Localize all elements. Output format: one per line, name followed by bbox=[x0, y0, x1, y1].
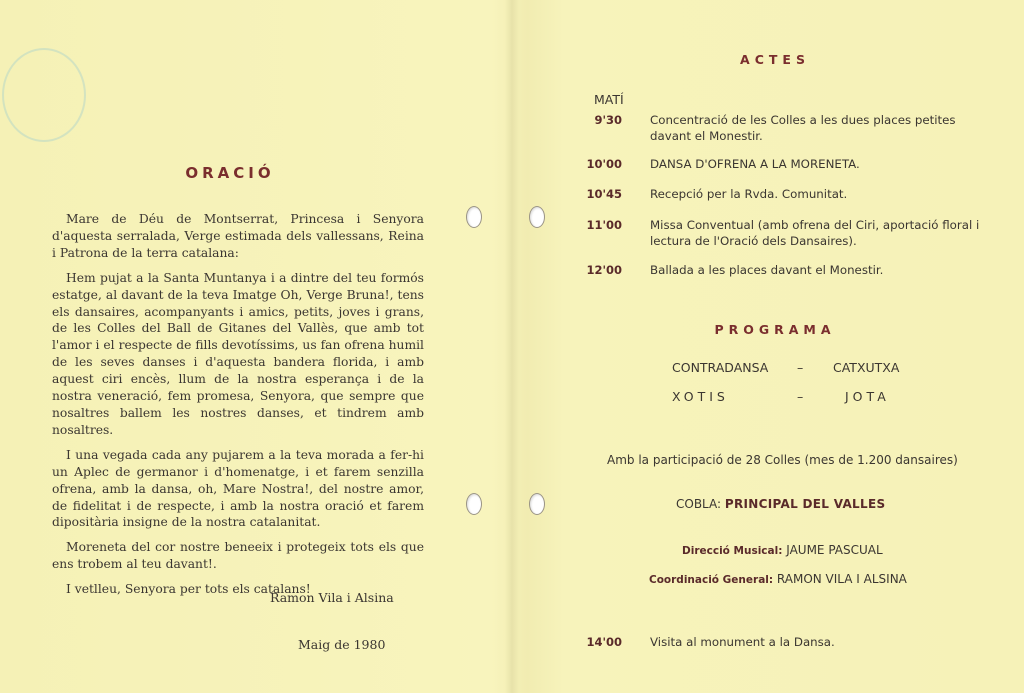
cobla-label: COBLA: bbox=[676, 497, 722, 511]
act-row bbox=[560, 113, 980, 147]
act-time: 12'00 bbox=[586, 263, 622, 277]
coordinacio-line bbox=[649, 572, 907, 586]
signature: Ramon Vila i Alsina bbox=[270, 590, 394, 605]
act-row bbox=[560, 263, 980, 281]
act-time: 10'00 bbox=[586, 157, 622, 171]
direccio-line bbox=[682, 543, 883, 557]
cobla-line bbox=[676, 497, 885, 511]
programa-separator: – bbox=[797, 360, 804, 375]
coordinacio-name: RAMON VILA I ALSINA bbox=[776, 572, 907, 586]
punch-hole-left-top bbox=[466, 206, 482, 228]
participacio-line: Amb la participació de 28 Colles (mes de 1.200 dansaires) bbox=[607, 453, 958, 467]
programa-dance-right: CATXUTXA bbox=[833, 360, 900, 375]
act-description: Ballada a les places davant el Monestir. bbox=[650, 263, 884, 277]
programa-title: PROGRAMA bbox=[714, 322, 836, 337]
actes-title: ACTES bbox=[740, 52, 810, 67]
center-fold bbox=[505, 0, 519, 693]
programa-dance-left: XOTIS bbox=[672, 389, 729, 404]
programa-separator: – bbox=[797, 389, 804, 404]
act-time: 9'30 bbox=[594, 113, 622, 127]
prayer-text bbox=[52, 211, 424, 606]
act-description: DANSA D'OFRENA A LA MORENETA. bbox=[650, 157, 860, 171]
act-description: Visita al monument a la Dansa. bbox=[650, 635, 835, 649]
act-time: 10'45 bbox=[586, 187, 622, 201]
act-row bbox=[560, 218, 980, 252]
direccio-name: JAUME PASCUAL bbox=[786, 543, 883, 557]
prayer-paragraph: I vetlleu, Senyora per tots els catalans! bbox=[66, 582, 311, 597]
direccio-label: Direcció Musical: bbox=[682, 545, 783, 557]
act-description: Concentració de les Colles a les dues places petites davant el Monestir. bbox=[650, 113, 956, 143]
prayer-paragraph: Moreneta del cor nostre beneeix i protegeix tots els que ens trobem al teu davant!. bbox=[52, 540, 424, 572]
prayer-paragraph: Hem pujat a la Santa Muntanya i a dintre del teu formós estatge, al davant de la teva Imatge Oh, Verge Bruna!, tens els dansaires, acompanyants i amics, petits, joves i grans, de les Colles del Ball de Gitanes del Vallès, que amb tot l'amor i el respecte de fills devotíssims, us fan ofrena humil de les seves danses i d'aquesta bandera florida, i amb aquest ciri encès, llum de la nostra esperança i de la nostra veneració, fem promesa, Senyora, que sempre que nosaltres ballem les nostres danses, et tindrem amb nosaltres. bbox=[52, 270, 424, 437]
prayer-paragraph: Mare de Déu de Montserrat, Princesa i Senyora d'aquesta serralada, Verge estimada dels vallessans, Reina i Patrona de la terra catalana: bbox=[52, 212, 424, 260]
oracio-title: ORACIÓ bbox=[185, 164, 275, 182]
date-line: Maig de 1980 bbox=[298, 637, 386, 652]
punch-hole-right-bottom bbox=[529, 493, 545, 515]
punch-hole-right-top bbox=[529, 206, 545, 228]
act-row bbox=[560, 187, 980, 205]
punch-hole-left-bottom bbox=[466, 493, 482, 515]
coordinacio-label: Coordinació General: bbox=[649, 574, 774, 586]
programa-dance-right: JOTA bbox=[845, 389, 890, 404]
faint-stamp-mark bbox=[2, 48, 86, 142]
act-description: Recepció per la Rvda. Comunitat. bbox=[650, 187, 848, 201]
act-row-final bbox=[560, 635, 980, 653]
programa-dance-left: CONTRADANSA bbox=[672, 360, 769, 375]
mati-label: MATÍ bbox=[594, 92, 624, 107]
act-description: Missa Conventual (amb ofrena del Ciri, aportació floral i lectura de l'Oració dels Dansaires). bbox=[650, 218, 980, 248]
act-time: 14'00 bbox=[586, 635, 622, 649]
act-row bbox=[560, 157, 980, 175]
act-time: 11'00 bbox=[586, 218, 622, 232]
prayer-paragraph: I una vegada cada any pujarem a la teva morada a fer-hi un Aplec de germanor i d'homenatge, i et farem senzilla ofrena, amb la dansa, oh, Mare Nostra!, del nostre amor, de fidelitat i de respecte, i amb la nostra oració et farem dipositària insigne de la nostra catalanitat. bbox=[52, 447, 424, 530]
cobla-name: PRINCIPAL DEL VALLES bbox=[724, 497, 886, 511]
